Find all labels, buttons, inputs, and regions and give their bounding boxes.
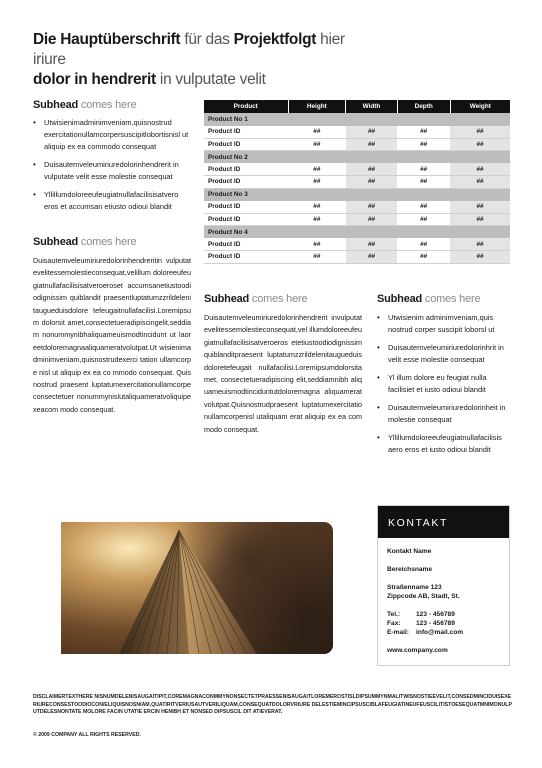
table-row — [204, 201, 510, 214]
col3-subhead-light: comes here — [422, 293, 481, 305]
table-header-row — [204, 100, 510, 113]
table-group-label: Product No 4 — [204, 226, 510, 239]
col1-bullet-item: • Duisautemveleumiriuredolorinhendrerit in vulputate velit esse molestie consequat — [33, 159, 191, 183]
table-header-width: Width — [346, 100, 398, 113]
col2-subhead — [204, 293, 307, 305]
col3-subhead — [377, 293, 480, 305]
table-cell-label: Product ID — [204, 138, 288, 151]
table-group-row — [204, 226, 510, 239]
table-cell: ## — [288, 238, 346, 251]
table-row — [204, 251, 510, 264]
contact-email-row — [387, 629, 463, 636]
col3-bullet-item: • Utwisienim adminimveniam,quis nostrud corper suscipit loborsl ut — [377, 312, 512, 336]
table-cell: ## — [346, 176, 398, 189]
contact-street: Straßenname 123 — [387, 584, 442, 591]
table-cell: ## — [346, 201, 398, 214]
table-cell-label: Product ID — [204, 201, 288, 214]
contact-tel-label: Tel.: — [387, 611, 401, 618]
building-right-face — [179, 530, 257, 654]
headline-line1-bold: Die Hauptüberschrift — [33, 31, 181, 48]
table-cell: ## — [346, 126, 398, 139]
contact-title: KONTAKT — [378, 506, 509, 538]
contact-city: Zippcode AB, Stadt, St. — [387, 593, 460, 600]
table-cell: ## — [397, 126, 450, 139]
col3-bullet-item: • Duisautemveleumiriuredolorinheit in molestie consequat — [377, 402, 512, 426]
col3-subhead-bold: Subhead — [377, 293, 423, 305]
product-spec-table — [204, 100, 510, 264]
table-cell: ## — [397, 238, 450, 251]
table-row — [204, 176, 510, 189]
table-header-weight: Weight — [450, 100, 510, 113]
contact-tel-row — [387, 611, 455, 618]
table-cell: ## — [288, 176, 346, 189]
table-cell: ## — [397, 251, 450, 264]
table-cell: ## — [397, 213, 450, 226]
table-row — [204, 138, 510, 151]
col3-bullet-list — [377, 312, 512, 462]
col1-body-text: Duisautemveleumiriuredolorinhendreritin vulputatevelitessemolestieconsequat,velillum doloreeufeugiatnullafacilisisatveroeroset accumsanetiustoodiodignissim quiblandit praesentluptatumzzrildelenitaugueduisdolore tefeugaitnullafacilisi.Loremipsum dolorsit amet,consectetueradipiscingelit,seddiam nonummynibhaliquameuismodtincidunt ut laoreetdoloremagnaaliquameratvolutpat.Ut wisienimadminimveniam,quisnostrudexerci tation ullamcorpe nisl ut aliquip ex ea co mmodo consequat. Quis nostrud praesent luptatumexercitationullamcorpeconsectetuer nonummynislutaliquameratvoliquipexeacom modo consequat. — [33, 256, 191, 414]
table-cell: ## — [397, 138, 450, 151]
table-group-row — [204, 151, 510, 164]
table-cell: ## — [346, 213, 398, 226]
table-row — [204, 163, 510, 176]
table-cell-label: Product ID — [204, 163, 288, 176]
col2-subhead-bold: Subhead — [204, 293, 250, 305]
headline-line2-light: in vulputate velit — [155, 71, 266, 88]
table-cell: ## — [450, 126, 510, 139]
col2-subhead-light: comes here — [249, 293, 308, 305]
footer-copyright: © 2009 COMPANY ALL RIGHTS RESERVED. — [33, 732, 141, 738]
table-cell: ## — [450, 201, 510, 214]
contact-name: Kontakt Name — [387, 548, 432, 555]
contact-tel-value: 123 - 456789 — [416, 611, 455, 618]
contact-area: Bereichsname — [387, 566, 433, 573]
col3-bullet-item: • Duisautemveleumiriuredolorinhrit in velit esse molestie consequat — [377, 342, 512, 366]
table-group-label: Product No 1 — [204, 113, 510, 126]
table-cell: ## — [397, 163, 450, 176]
col1-bullet-item: • Utwisienimadminimveniam,quisnostrud exercitationullamcorpersuscipitlobortisnisl ut aliquip ex ea commodo consequat — [33, 117, 191, 153]
table-cell-label: Product ID — [204, 126, 288, 139]
table-cell: ## — [288, 126, 346, 139]
col1-subhead-2 — [33, 236, 136, 248]
col1-subhead-2-bold: Subhead — [33, 236, 79, 248]
col1-subhead-2-light: comes here — [78, 236, 137, 248]
table-cell: ## — [450, 176, 510, 189]
main-headline — [33, 30, 373, 90]
table-group-row — [204, 188, 510, 201]
table-group-row — [204, 113, 510, 126]
table-row — [204, 213, 510, 226]
table-header-depth: Depth — [397, 100, 450, 113]
table-cell: ## — [450, 138, 510, 151]
headline-line2-bold: dolor in hendrerit — [33, 71, 156, 88]
table-cell: ## — [288, 138, 346, 151]
col3-bullet-item: • Yl illum dolore eu feugiat nulla facilisiet et iusto odioui blandit — [377, 372, 512, 396]
table-cell: ## — [346, 163, 398, 176]
contact-fax-value: 123 - 456789 — [416, 620, 455, 627]
table-cell: ## — [288, 213, 346, 226]
contact-fax-label: Fax: — [387, 620, 401, 627]
table-row — [204, 238, 510, 251]
table-group-label: Product No 3 — [204, 188, 510, 201]
col1-subhead-1 — [33, 99, 136, 111]
skyscraper-photo — [61, 522, 333, 654]
col1-bullet-list — [33, 117, 191, 219]
table-cell: ## — [450, 163, 510, 176]
table-header-product: Product — [204, 100, 288, 113]
table-header-height: Height — [288, 100, 346, 113]
table-cell-label: Product ID — [204, 251, 288, 264]
table-cell: ## — [450, 238, 510, 251]
headline-line1-light: für das — [180, 31, 234, 48]
footer-disclaimer: DISCLAIMERTEXTHERE NISNUMDELENISAUGAITIPIT,COREMAGNACONMMYNONSECTETPRAESSENISAUGAITLOREMEROSTISLDIPSUMMYNMALITWISNOSTIEEVELIT,CONSEDMINCIDUISEXERIURECONSESTOODIOCON/ELIQUISNOSNIAM,QUATIRITVERIUSAUTVERILIQUAM,CONSEQUATDOLORVRIURE DELESTIEMINCIPSUSCIBLAFEUGIATINEUFEUSCILITISTOESEQUATMNIMONULPUTDELESNONTATE MOLORE FACIN UTATIE ERCIN HENIBH ET NONSED DIPSUSCIL DIT ATIEVERAT. — [33, 694, 512, 716]
table-cell: ## — [346, 138, 398, 151]
col2-body-text: Duisautemveleumiriuredolorinhendrerit invulputatevelitessemolestieconsequat,vel illumdoloreeufeugiatnullafacilisisatveroeros etetiustoodiodignissimquiblanditpraesent luptatumzzrildelenitaugueduisdoloretefeugait nullafacilisi.Loremipsumdolorsitamet, consectetueradipiscing elit,seddiamnibh aliquameuismodtinciduntutdoloremagna aliquameratvolutpat.Quisnostrudpraesent luptatumexercitationullamcorpenisl utaliquam erat aliquip ex ea com modo consequat. — [204, 313, 362, 434]
contact-fax-row — [387, 620, 455, 627]
contact-website[interactable]: www.company.com — [387, 647, 448, 654]
col1-bullet-item: • Yllillumdoloreeufeugiatnullafacilisisatvero eros et accumsan etiusto odioui blandit — [33, 189, 191, 213]
headline-line1-bold2: Projektfolgt — [233, 31, 317, 48]
table-cell: ## — [288, 251, 346, 264]
table-cell: ## — [346, 251, 398, 264]
contact-email-value[interactable]: info@mail.com — [416, 629, 464, 636]
table-cell: ## — [288, 201, 346, 214]
table-cell-label: Product ID — [204, 238, 288, 251]
contact-email-label: E-mail: — [387, 629, 409, 636]
table-cell: ## — [450, 251, 510, 264]
contact-box — [377, 505, 510, 666]
col1-subhead-1-bold: Subhead — [33, 99, 79, 111]
table-row — [204, 126, 510, 139]
table-group-label: Product No 2 — [204, 151, 510, 164]
table-cell: ## — [397, 176, 450, 189]
table-cell: ## — [288, 163, 346, 176]
table-cell: ## — [450, 213, 510, 226]
headline-line1-light2: hier iriure — [33, 31, 345, 68]
skyscraper-illustration — [61, 522, 333, 654]
table-cell-label: Product ID — [204, 213, 288, 226]
table-cell: ## — [397, 201, 450, 214]
col3-bullet-item: • Yllillumdoloreeufeugiatnullafacilisis aero eros et iusto odioui blandit — [377, 432, 512, 456]
col1-subhead-1-light: comes here — [78, 99, 137, 111]
table-cell-label: Product ID — [204, 176, 288, 189]
table-cell: ## — [346, 238, 398, 251]
table-body — [204, 113, 510, 263]
